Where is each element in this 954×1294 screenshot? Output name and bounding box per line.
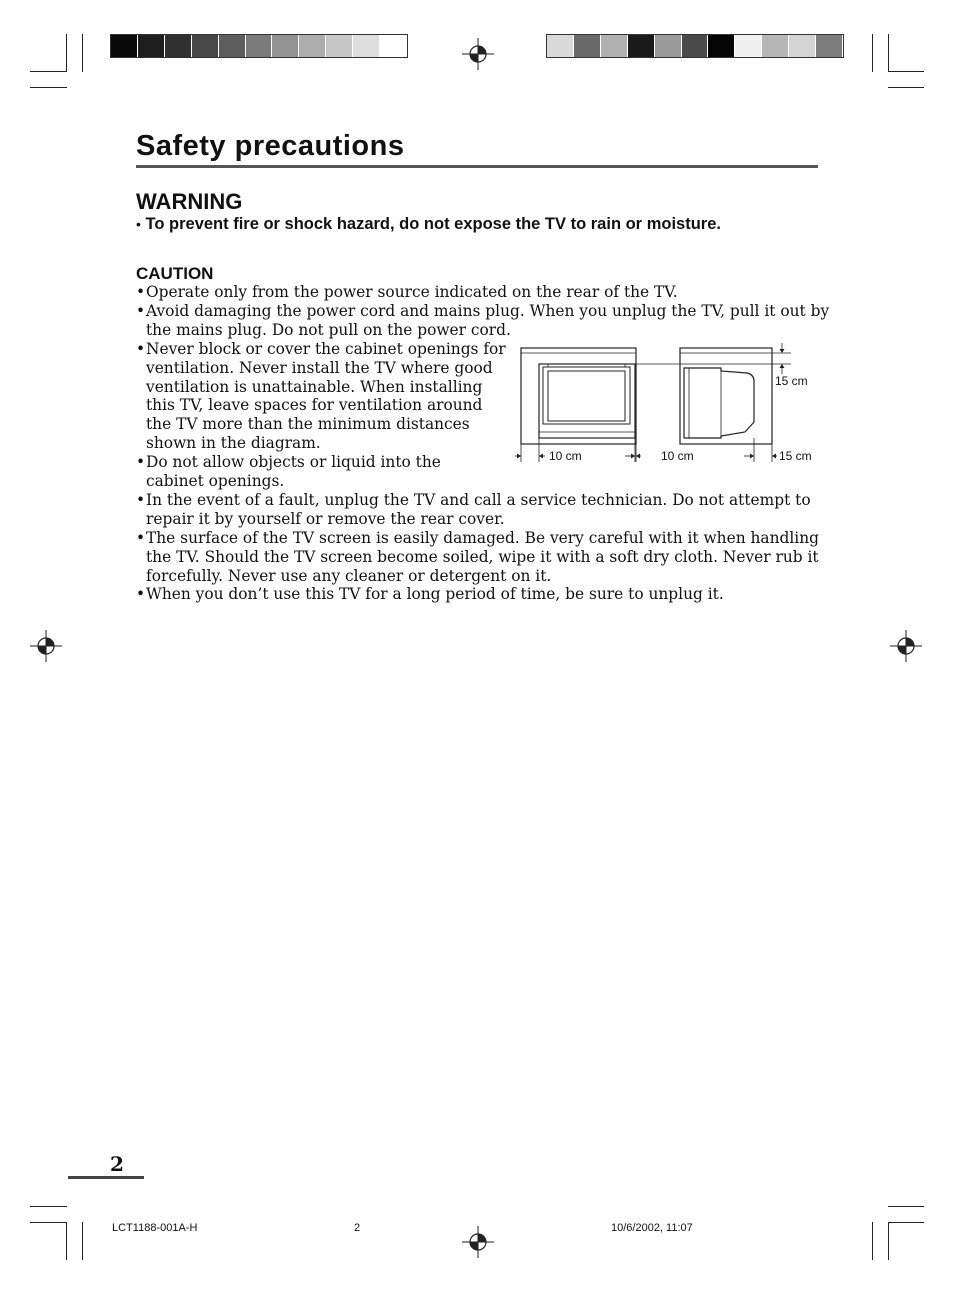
registration-mark-icon	[462, 38, 494, 70]
caution-item-line: this TV, leave spaces for ventilation around	[146, 396, 483, 415]
color-swatch	[789, 35, 816, 57]
color-calibration-strip-right	[546, 34, 844, 58]
caution-item-line: Avoid damaging the power cord and mains plug. When you unplug the TV, pull it out by	[146, 301, 830, 320]
color-swatch	[138, 35, 165, 57]
page-number: 2	[110, 1152, 124, 1176]
caution-item-line: In the event of a fault, unplug the TV and call a service technician. Do not attempt to	[146, 490, 811, 509]
caution-item-line: ventilation. Never install the TV where good	[146, 358, 493, 377]
color-swatch	[816, 35, 843, 57]
caution-item-line: ventilation is unattainable. When installing	[146, 377, 483, 396]
title-divider	[136, 165, 818, 168]
caution-item-line: the TV. Should the TV screen become soiled, wipe it with a soft dry cloth. Never rub it	[146, 547, 819, 566]
left-gap-label: 10 cm	[549, 449, 582, 463]
registration-mark-icon	[890, 630, 922, 662]
bullet: •	[136, 283, 146, 301]
footer-code: LCT1188-001A-H	[112, 1222, 198, 1234]
color-swatch	[299, 35, 326, 57]
registration-mark-icon	[462, 1226, 494, 1258]
color-swatch	[353, 35, 380, 57]
warning-text: To prevent fire or shock hazard, do not expose the TV to rain or moisture.	[145, 215, 721, 233]
footer-timestamp: 10/6/2002, 11:07	[611, 1222, 693, 1234]
ventilation-diagram	[515, 340, 820, 470]
page-number-rule	[68, 1176, 144, 1179]
caution-item-line: the mains plug. Do not pull on the power cord.	[146, 320, 511, 339]
color-swatch	[380, 35, 407, 57]
bullet: •	[136, 453, 146, 472]
right-gap-label: 10 cm	[661, 449, 694, 463]
caution-item-line: The surface of the TV screen is easily damaged. Be very careful with it when handling	[146, 528, 819, 547]
registration-mark-icon	[30, 630, 62, 662]
color-calibration-strip-left	[110, 34, 408, 58]
warning-heading: WARNING	[136, 189, 243, 214]
caution-item-line: shown in the diagram.	[146, 434, 321, 453]
color-swatch	[272, 35, 299, 57]
color-swatch	[655, 35, 682, 57]
color-swatch	[628, 35, 655, 57]
color-swatch	[762, 35, 789, 57]
color-swatch	[708, 35, 735, 57]
color-swatch	[246, 35, 273, 57]
caution-item-line: When you don’t use this TV for a long period of time, be sure to unplug it.	[146, 585, 724, 604]
top-gap-label: 15 cm	[775, 374, 808, 388]
caution-item-line: Operate only from the power source indicated on the rear of the TV.	[146, 283, 678, 301]
rear-gap-label: 15 cm	[779, 449, 812, 463]
bullet: •	[136, 490, 146, 509]
color-swatch	[735, 35, 762, 57]
color-swatch	[682, 35, 709, 57]
bullet: •	[136, 528, 146, 547]
color-swatch	[547, 35, 574, 57]
page-title: Safety precautions	[136, 130, 405, 162]
color-swatch	[574, 35, 601, 57]
bullet: •	[136, 339, 146, 358]
caution-item-line: cabinet openings.	[146, 472, 285, 490]
color-swatch	[326, 35, 353, 57]
bullet: •	[136, 216, 141, 232]
caution-item-line: the TV more than the minimum distances	[146, 415, 470, 434]
warning-statement	[136, 215, 721, 234]
color-swatch	[192, 35, 219, 57]
caution-item-line: repair it by yourself or remove the rear cover.	[146, 509, 505, 528]
color-swatch	[219, 35, 246, 57]
caution-item-line: Do not allow objects or liquid into the	[146, 453, 441, 472]
caution-item-line: Never block or cover the cabinet openings for	[146, 339, 506, 358]
color-swatch	[165, 35, 192, 57]
footer-page: 2	[354, 1222, 361, 1234]
caution-heading: CAUTION	[136, 264, 214, 283]
bullet: •	[136, 585, 146, 604]
bullet: •	[136, 301, 146, 320]
side-view-tv	[684, 368, 754, 438]
color-swatch	[111, 35, 138, 57]
caution-item-line: forcefully. Never use any cleaner or detergent on it.	[146, 566, 552, 585]
color-swatch	[601, 35, 628, 57]
